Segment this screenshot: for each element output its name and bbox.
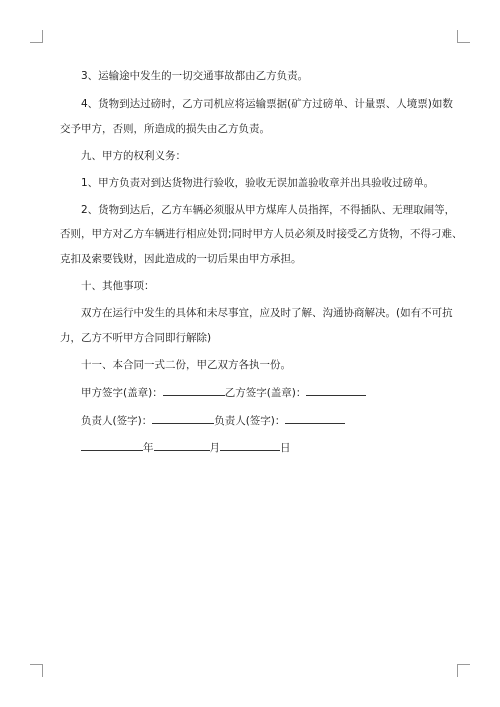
party-b-sign-blank[interactable]: [306, 385, 366, 396]
date-row: [81, 440, 291, 455]
party-b-sign-label: 乙方签字(盖章)：: [224, 387, 307, 399]
clause-10-line1: 双方在运行中发生的具体和未尽事宜，应及时了解、沟通协商解决。(如有不可抗: [81, 307, 453, 319]
month-label: 月: [209, 442, 220, 454]
clause-9-2-line1: 2、货物到达后，乙方车辆必须服从甲方煤库人员指挥，不得插队、无理取闹等，: [81, 204, 456, 216]
section-9-heading: 九、甲方的权利义务：: [81, 150, 186, 162]
clause-9-2-line3: 克扣及索要钱财，因此造成的一切后果由甲方承担。: [60, 253, 302, 265]
crop-mark-top-right: [457, 30, 470, 43]
month-blank[interactable]: [154, 440, 210, 451]
clause-9-2-line2: 否则，甲方对乙方车辆进行相应处罚;同时甲方人员必须及时接受乙方货物，不得刁难、: [60, 228, 463, 240]
crop-mark-top-left: [30, 30, 43, 43]
crop-mark-bottom-left: [30, 664, 43, 677]
day-label: 日: [280, 442, 291, 454]
party-a-sign-blank[interactable]: [163, 385, 225, 396]
responsible-row: [81, 413, 345, 428]
clause-8-4-line1: 4、货物到达过磅时，乙方司机应将运输票据(矿方过磅单、计量票、人境票)如数: [81, 98, 453, 110]
signature-row: [81, 385, 366, 400]
year-label: 年: [143, 442, 154, 454]
clause-9-1: 1、甲方负责对到达货物进行验收，验收无误加盖验收章并出具验收过磅单。: [81, 177, 435, 189]
clause-10-line2: 力，乙方不听甲方合同即行解除): [60, 332, 212, 344]
clause-8-3: 3、运输途中发生的一切交通事故都由乙方负责。: [81, 70, 309, 82]
party-a-sign-label: 甲方签字(盖章)：: [81, 387, 163, 399]
responsible-b-blank[interactable]: [285, 413, 345, 424]
section-10-heading: 十、其他事项：: [81, 280, 155, 292]
responsible-a-blank[interactable]: [152, 413, 214, 424]
crop-mark-bottom-right: [457, 664, 470, 677]
section-11-heading: 十一、本合同一式二份，甲乙双方各执一份。: [81, 359, 291, 371]
clause-8-4-line2: 交予甲方，否则，所造成的损失由乙方负责。: [60, 123, 270, 135]
responsible-a-label: 负责人(签字)：: [81, 415, 153, 427]
responsible-b-label: 负责人(签字)：: [214, 415, 286, 427]
day-blank[interactable]: [220, 440, 280, 451]
year-blank[interactable]: [81, 440, 143, 451]
